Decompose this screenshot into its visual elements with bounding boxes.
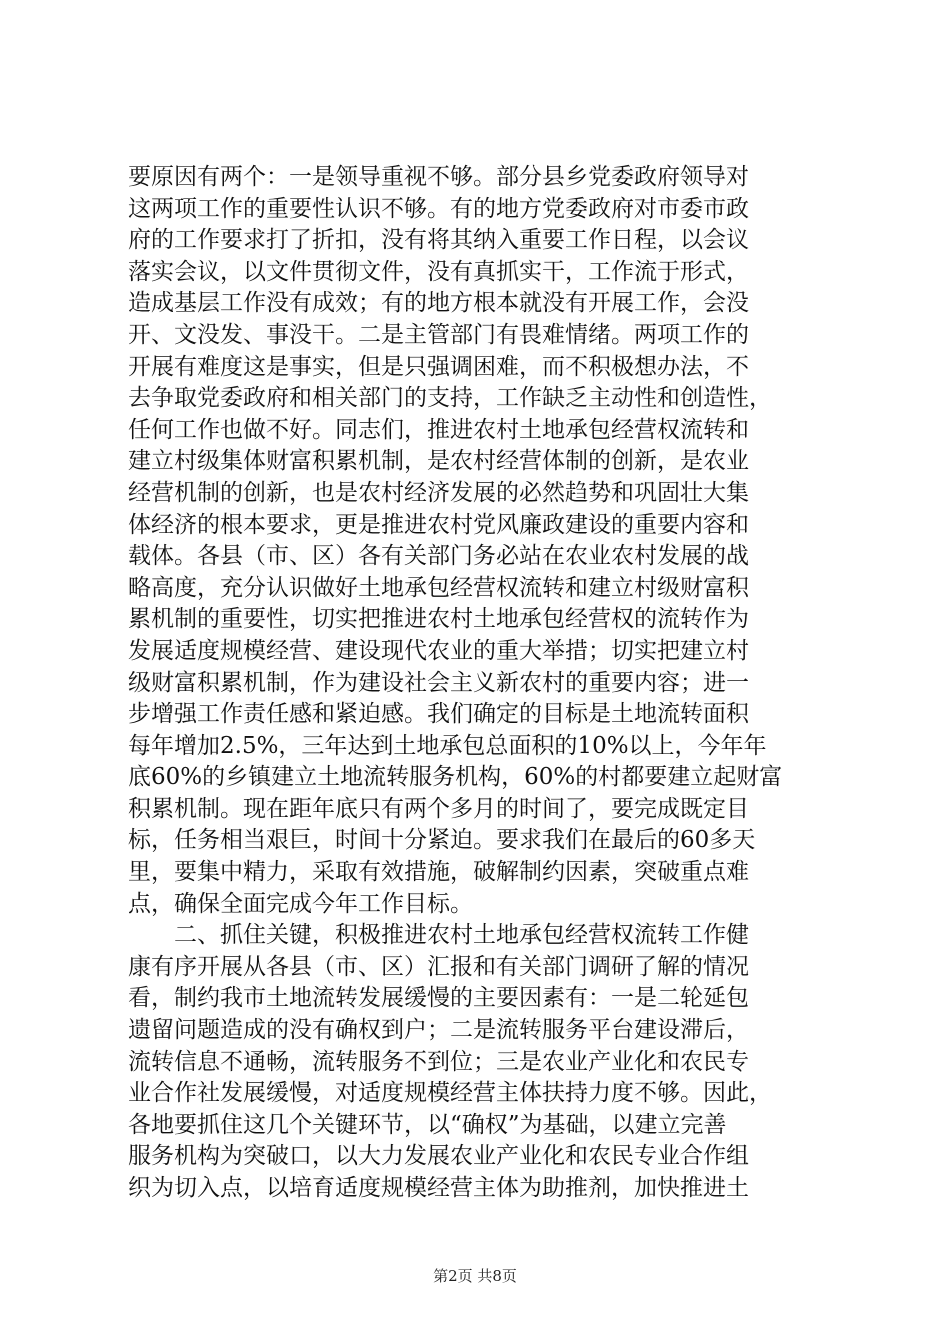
text-line: 发展适度规模经营、建设现代农业的重大举措；切实把建立村	[128, 637, 749, 664]
text-line: 经营机制的创新，也是农村经济发展的必然趋势和巩固壮大集	[128, 479, 749, 506]
text-line: 看，制约我市土地流转发展缓慢的主要因素有：一是二轮延包	[128, 985, 749, 1012]
section-heading-line: 二、抓住关键，积极推进农村土地承包经营权流转工作健	[174, 922, 749, 949]
page-footer: 第2页 共8页	[433, 1267, 517, 1285]
body-text	[128, 162, 828, 1205]
text-line: 开、文没发、事没干。二是主管部门有畏难情绪。两项工作的	[128, 321, 749, 348]
text-line: 流转信息不通畅，流转服务不到位；三是农业产业化和农民专	[128, 1048, 749, 1075]
text-line: 府的工作要求打了折扣，没有将其纳入重要工作日程，以会议	[128, 227, 749, 254]
text-line: 服务机构为突破口，以大力发展农业产业化和农民专业合作组	[128, 1143, 749, 1170]
text-line: 遗留问题造成的没有确权到户；二是流转服务平台建设滞后，	[128, 1017, 749, 1044]
text-line: 开展有难度这是事实，但是只强调困难，而不积极想办法，不	[128, 353, 749, 380]
text-line: 每年增加2.5%，三年达到土地承包总面积的10%以上，今年年	[128, 732, 767, 759]
text-line: 底60%的乡镇建立土地流转服务机构，60%的村都要建立起财富	[128, 764, 783, 791]
text-line: 积累机制。现在距年底只有两个多月的时间了，要完成既定目	[128, 795, 749, 822]
text-line: 落实会议，以文件贯彻文件，没有真抓实干，工作流于形式，	[128, 258, 749, 285]
text-line: 载体。各县（市、区）各有关部门务必站在农业农村发展的战	[128, 543, 749, 570]
text-line: 这两项工作的重要性认识不够。有的地方党委政府对市委市政	[128, 195, 749, 222]
text-line: 略高度，充分认识做好土地承包经营权流转和建立村级财富积	[128, 574, 749, 601]
text-line: 累机制的重要性，切实把推进农村土地承包经营权的流转作为	[128, 606, 749, 633]
text-line: 体经济的根本要求，更是推进农村党风廉政建设的重要内容和	[128, 511, 749, 538]
text-line: 点，确保全面完成今年工作目标。	[128, 890, 473, 917]
text-line: 织为切入点，以培育适度规模经营主体为助推剂，加快推进土	[128, 1175, 749, 1201]
text-line: 建立村级集体财富积累机制，是农村经营体制的创新，是农业	[128, 448, 749, 475]
text-line: 标，任务相当艰巨，时间十分紧迫。要求我们在最后的60多天	[128, 827, 756, 854]
text-line: 里，要集中精力，采取有效措施，破解制约因素，突破重点难	[128, 859, 749, 886]
text-line: 级财富积累机制，作为建设社会主义新农村的重要内容；进一	[128, 669, 749, 696]
text-line: 要原因有两个：一是领导重视不够。部分县乡党委政府领导对	[128, 164, 749, 190]
text-line: 各地要抓住这几个关键环节，以“确权”为基础，以建立完善	[128, 1111, 727, 1138]
text-line: 康有序开展从各县（市、区）汇报和有关部门调研了解的情况	[128, 953, 749, 980]
text-line: 任何工作也做不好。同志们，推进农村土地承包经营权流转和	[128, 416, 749, 443]
text-line: 步增强工作责任感和紧迫感。我们确定的目标是土地流转面积	[128, 701, 749, 728]
text-line: 造成基层工作没有成效；有的地方根本就没有开展工作，会没	[128, 290, 749, 317]
text-line: 业合作社发展缓慢，对适度规模经营主体扶持力度不够。因此，	[128, 1080, 772, 1107]
text-line: 去争取党委政府和相关部门的支持，工作缺乏主动性和创造性，	[128, 385, 772, 412]
